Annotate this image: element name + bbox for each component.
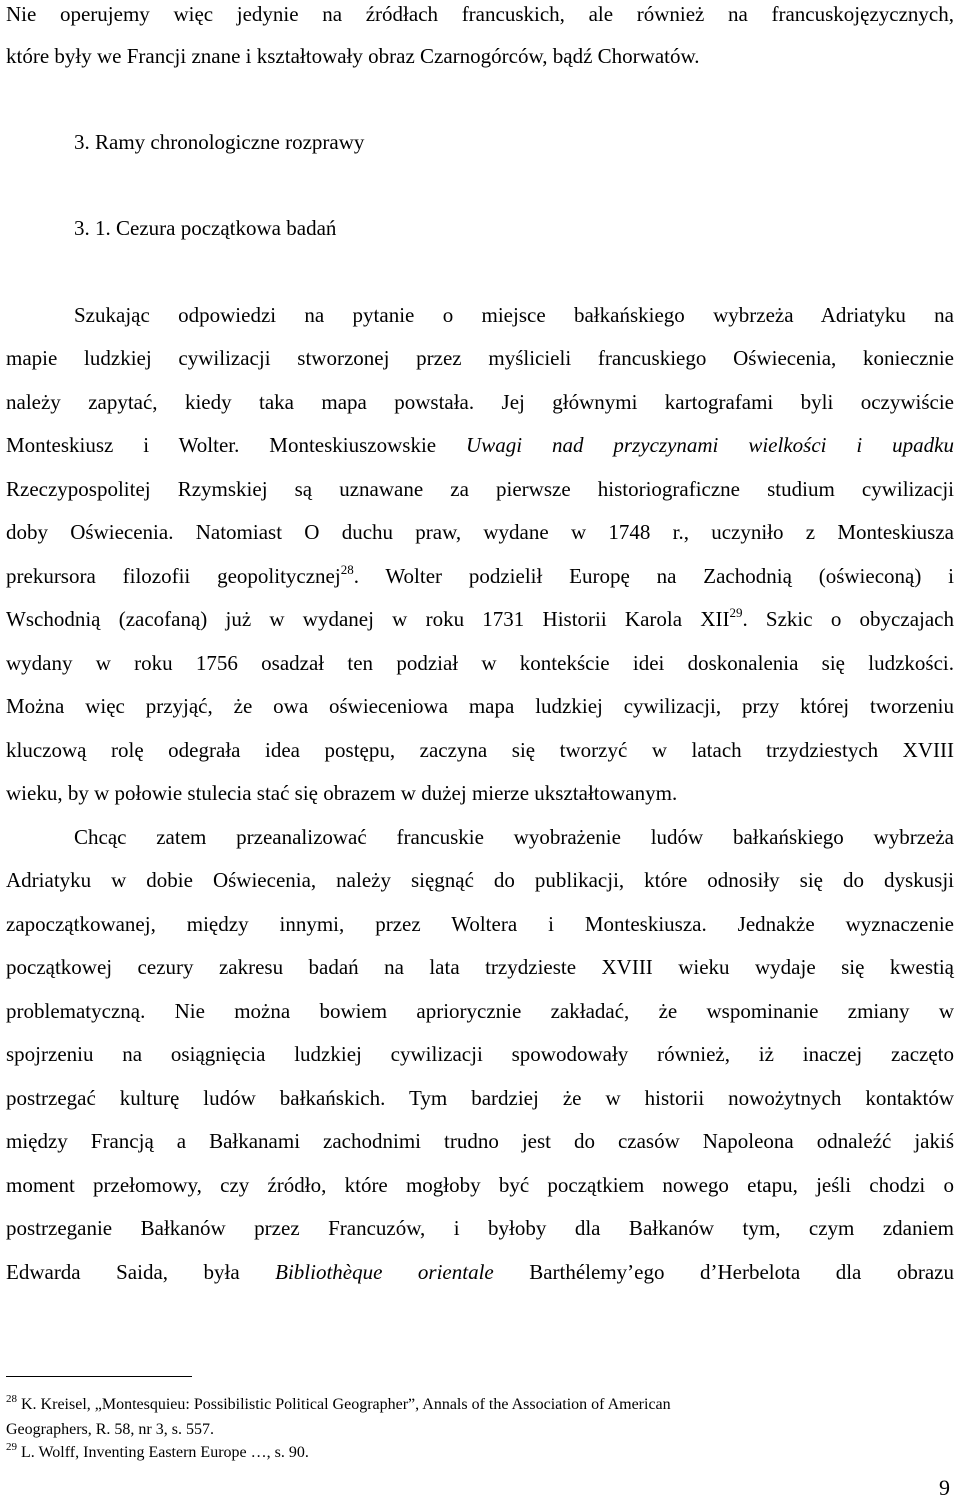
footnote-28-continued: Geographers, R. 58, nr 3, s. 557.: [6, 1421, 214, 1438]
page-number: 9: [939, 1475, 950, 1500]
text-run: . Szkic o obyczajach: [742, 607, 954, 631]
italic-title: Bibliothèque orientale: [275, 1260, 494, 1284]
footnote-28: [6, 1394, 954, 1416]
paragraph-line: zapoczątkowanej, między innymi, przez Woltera i Monteskiusza. Jednakże wyznaczenie: [6, 912, 954, 936]
paragraph-line: Szukając odpowiedzi na pytanie o miejsce bałkańskiego wybrzeża Adriatyku na: [74, 303, 954, 327]
paragraph-line: początkowej cezury zakresu badań na lata trzydzieste XVIII wieku wydaje się kwestią: [6, 955, 954, 979]
paragraph-line: Chcąc zatem przeanalizować francuskie wyobrażenie ludów bałkańskiego wybrzeża: [74, 825, 954, 849]
paragraph-line: Adriatyku w dobie Oświecenia, należy sięgnąć do publikacji, które odnosiły się do dyskusji: [6, 868, 954, 892]
footnote-number: 28: [6, 1393, 17, 1405]
paragraph-line: wieku, by w połowie stulecia stać się obrazem w dużej mierze ukształtowanym.: [6, 781, 678, 805]
section-heading: 3. Ramy chronologiczne rozprawy: [74, 130, 365, 154]
italic-title: Uwagi nad przyczynami wielkości i upadku: [466, 433, 954, 457]
paragraph-line: spojrzeniu na osiągnięcia ludzkiej cywilizacji spowodowały również, iż inaczej zaczęto: [6, 1042, 954, 1066]
body-line: Nie operujemy więc jedynie na źródłach francuskich, ale również na francuskojęzycznych,: [6, 2, 954, 26]
footnote-text: K. Kreisel, „Montesquieu: Possibilistic Political Geographer”, Annals of the Association of American: [21, 1396, 671, 1413]
text-run: Monteskiusz i Wolter. Monteskiuszowskie: [6, 433, 467, 457]
paragraph-line: mapie ludzkiej cywilizacji stworzonej przez myślicieli francuskiego Oświecenia, koniecznie: [6, 346, 954, 370]
paragraph-line: należy zapytać, kiedy taka mapa powstała. Jej głównymi kartografami byli oczywiście: [6, 390, 954, 414]
footnote-text: L. Wolff, Inventing Eastern Europe …, s. 90.: [21, 1444, 309, 1461]
paragraph-line: moment przełomowy, czy źródło, które mogłoby być początkiem nowego etapu, jeśli chodzi o: [6, 1173, 954, 1197]
paragraph-line: problematyczną. Nie można bowiem apriorycznie zakładać, że wspominanie zmiany w: [6, 999, 954, 1023]
footnote-separator: [6, 1376, 192, 1377]
footnote-29: [6, 1442, 954, 1464]
paragraph-line: postrzeganie Bałkanów przez Francuzów, i byłoby dla Bałkanów tym, czym zdaniem: [6, 1216, 954, 1240]
paragraph-line: Można więc przyjąć, że owa oświeceniowa mapa ludzkiej cywilizacji, przy której tworzeniu: [6, 694, 954, 718]
footnote-number: 29: [6, 1441, 17, 1453]
paragraph-line: kluczową rolę odegrała idea postępu, zaczyna się tworzyć w latach trzydziestych XVIII: [6, 738, 954, 762]
paragraph-line: [6, 562, 954, 590]
footnote-ref: 29: [729, 605, 743, 620]
body-line: które były we Francji znane i kształtowały obraz Czarnogórców, bądź Chorwatów.: [6, 44, 700, 68]
paragraph-line: między Francją a Bałkanami zachodnimi trudno jest do czasów Napoleona odnaleźć jakiś: [6, 1129, 954, 1153]
footnote-ref: 28: [340, 562, 354, 577]
text-run: prekursora filozofii geopolitycznej: [6, 564, 341, 588]
text-run: Barthélemy’ego d’Herbelota dla obrazu: [493, 1260, 954, 1284]
text-run: Edwarda Saida, była: [6, 1260, 276, 1284]
subsection-heading: 3. 1. Cezura początkowa badań: [74, 216, 337, 240]
text-run: Wschodnią (zacofaną) już w wydanej w roku 1731 Historii Karola XII: [6, 607, 730, 631]
paragraph-line: [6, 1258, 954, 1286]
paragraph-line: postrzegać kulturę ludów bałkańskich. Tym bardziej że w historii nowożytnych kontaktów: [6, 1086, 954, 1110]
text-run: . Wolter podzielił Europę na Zachodnią (oświeconą) i: [353, 564, 955, 588]
paragraph-line: wydany w roku 1756 osadzał ten podział w kontekście idei doskonalenia się ludzkości.: [6, 651, 954, 675]
paragraph-line: Rzeczypospolitej Rzymskiej są uznawane za pierwsze historiograficzne studium cywilizacji: [6, 477, 954, 501]
paragraph-line: doby Oświecenia. Natomiast O duchu praw, wydane w 1748 r., uczyniło z Monteskiusza: [6, 520, 954, 544]
paragraph-line: [6, 431, 954, 459]
paragraph-line: [6, 605, 954, 633]
